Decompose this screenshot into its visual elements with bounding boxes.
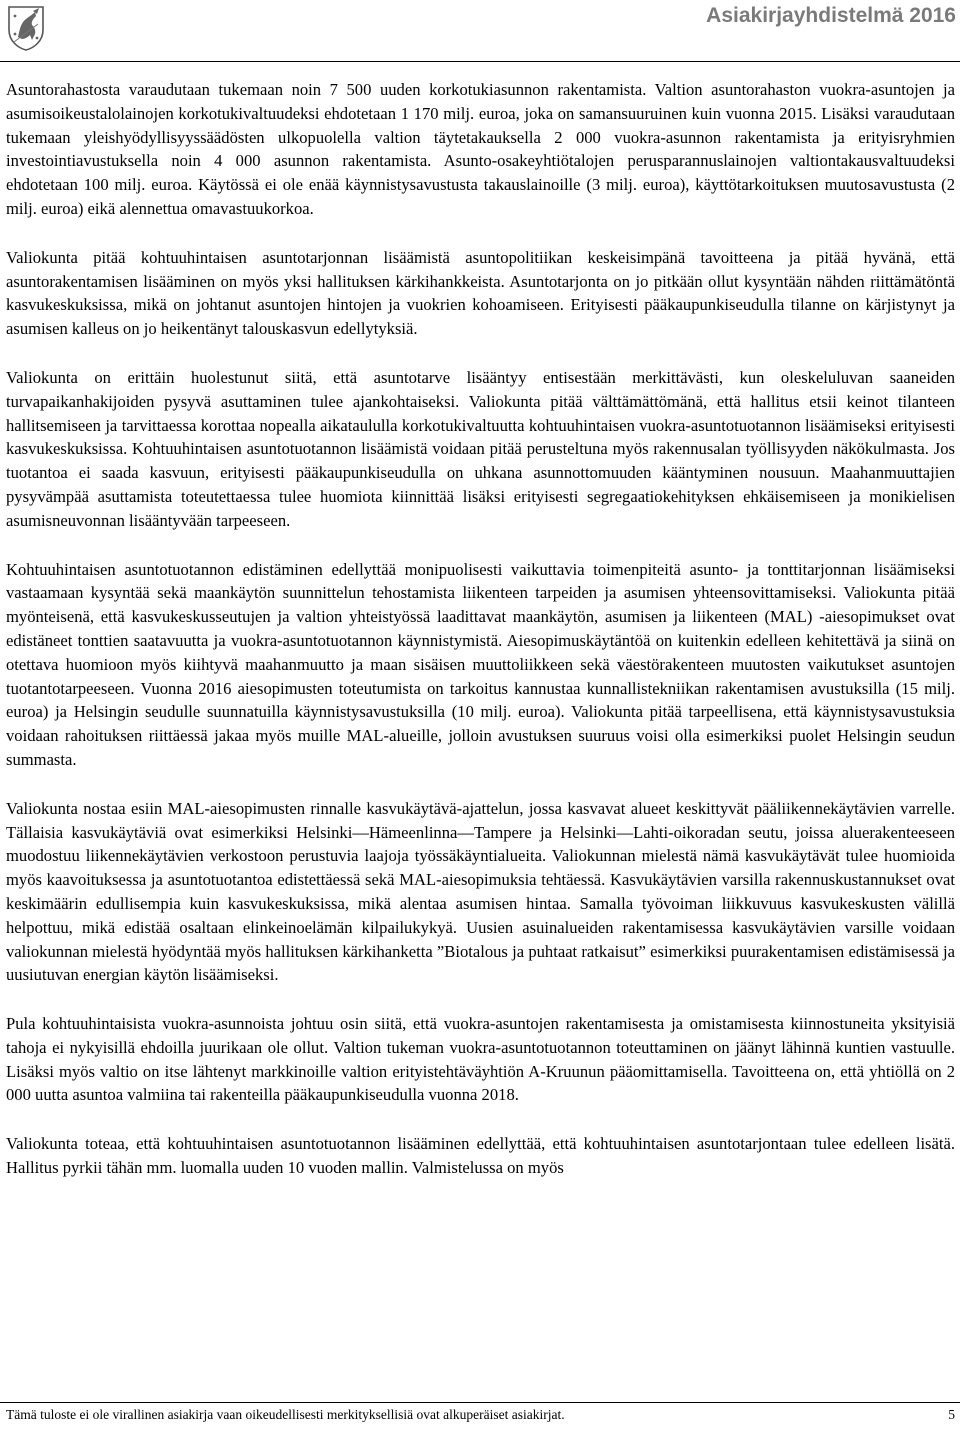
page-header (0, 0, 960, 78)
header-divider (0, 61, 960, 62)
paragraph-3: Valiokunta on erittäin huolestunut siitä, että asuntotarve lisääntyy entisestään merkittävästi, kun oleskeluluvan saaneiden turvapaikanhakijoiden pysyvä asuttaminen tulee ajankohtaiseksi. Valiokunta pitää välttämättömänä, että hallitus etsii keinot tilanteen hallitsemiseen ja tarvittaessa korottaa nopealla aikataululla korkotukivaltuutta kohtuuhintaisen vuokra-asuntotuotannon lisäämiseksi erityisesti kasvukeskuksissa. Kohtuuhintaisen asuntotuotannon lisäämistä voidaan pitää perusteltuna myös rakennusalan työllisyyden näkökulmasta. Jos tuotantoa ei saada kasvuun, erityisesti pääkaupunkiseudulla on uhkana asunnottomuuden kääntyminen nousuun. Maahanmuuttajien pysyvämpää asuttamista toteutettaessa tulee huomiota kiinnittää lisäksi erityisesti segregaatiokehityksen ehkäisemiseen ja monikielisen asumisneuvonnan lisääntyvään tarpeeseen. (6, 367, 955, 530)
paragraph-5: Valiokunta nostaa esiin MAL-aiesopimusten rinnalle kasvukäytävä-ajattelun, jossa kasvavat alueet keskittyvät pääliikennekäytävien varrelle. Tällaisia kasvukäytäviä ovat esimerkiksi Helsinki—Hämeenlinna—Tampere ja Helsinki—Lahti-oikoradan seutu, joissa aluerakenteeseen muodostuu liikennekäytävien verkostoon perustuvia laajoja työssäkäyntialueita. Valiokunnan mielestä nämä kasvukäytävät tulee huomioida myös kaavoituksessa ja asuntotuotantoa edistettäessä sekä MAL-aiesopimuksia tehtäessä. Kasvukäytävien varsilla rakennuskustannukset ovat keskimäärin edullisempia kuin kasvukeskuksissa, mikä alentaa asumisen hintaa. Samalla työvoiman liikkuvuus kasvukeskusten välillä helpottuu, mikä edistää osaltaan elinkeinoelämän kilpailukykyä. Uusien asuinalueiden rakentamisessa kasvukäytävien varsille voidaan valiokunnan mielestä hyödyntää myös hallituksen kärkihanketta ”Biotalous ja puhtaat ratkaisut” esimerkiksi puurakentamisen edistämisessä ja uusiutuvan energian käytön lisäämiseksi. (6, 798, 955, 985)
paragraph-1: Asuntorahastosta varaudutaan tukemaan noin 7 500 uuden korkotukiasunnon rakentamista. Valtion asuntorahaston vuokra-asuntojen ja asumisoikeustalolainojen korkotukivaltuudeksi ehdotetaan 1 170 milj. euroa, joka on samansuuruinen kuin vuonna 2015. Lisäksi varaudutaan tukemaan yleishyödyllisyyssäädösten ulkopuolella valtion täytetakauksella 2 000 vuokra-asunnon rakentamista ja erityisryhmien investointiavustuksella noin 4 000 asunnon rakentamista. Asunto-osakeyhtiötalojen perusparannuslainojen valtiontakausvaltuudeksi ehdotetaan 100 milj. euroa. Käytössä ei ole enää käynnistysavustusta takauslainoille (3 milj. euroa), käyttötarkoituksen muutosavustusta (2 milj. euroa) eikä alennettua omavastuukorkoa. (6, 80, 955, 218)
finnish-coat-of-arms-icon (6, 4, 46, 52)
footer-divider (0, 1402, 960, 1403)
document-title: Asiakirjayhdistelmä 2016 (706, 4, 956, 27)
page-number: 5 (948, 1407, 955, 1422)
paragraph-7: Valiokunta toteaa, että kohtuuhintaisen asuntotuotannon lisääminen edellyttää, että kohtuuhintaisen asuntotarjontaan tulee edelleen lisätä. Hallitus pyrkii tähän mm. luomalla uuden 10 vuoden mallin. Valmistelussa on myös (6, 1134, 955, 1178)
paragraph-6: Pula kohtuuhintaisista vuokra-asunnoista johtuu osin siitä, että vuokra-asuntojen rakentamisesta ja omistamisesta kiinnostuneita yksityisiä tahoja ei nykyisillä ehdoilla juurikaan ole ollut. Valtion tukeman vuokra-asuntotuotannon toteuttaminen on jäänyt lähinnä kuntien vastuulle. Lisäksi myös valtio on itse lähtenyt markkinoille valtion erityistehtäväyhtiön A-Kruunun pääomittamisella. Tavoitteena on, että yhtiöllä on 2 000 uutta asuntoa valmiina tai rakenteilla pääkaupunkiseudulla vuonna 2018. (6, 1014, 955, 1105)
paragraph-4: Kohtuuhintaisen asuntotuotannon edistäminen edellyttää monipuolisesti vaikuttavia toimenpiteitä asunto- ja tonttitarjonnan lisäämiseksi vastaamaan kysyntää sekä maankäytön suunnittelun tehostamista liikenteen tarpeiden ja asumisen yhteensovittamiseksi. Valiokunta pitää myönteisenä, että kasvukeskusseutujen ja valtion yhteistyössä laadittavat maankäytön, asumisen ja liikenteen (MAL) -aiesopimukset ovat edistäneet tonttien saatavuutta ja vuokra-asuntotuotannon käynnistymistä. Aiesopimuskäytäntöä on kuitenkin edelleen kehitettävä ja siinä on otettava huomioon myös kiihtyvä maahanmuutto ja maan sisäisen muuttoliikkeen sekä väestörakenteen muutosten vaikutukset asuntojen tuotantotarpeeseen. Vuonna 2016 aiesopimusten toteutumista on tarkoitus kannustaa kunnallistekniikan rakentamisen avustuksilla (15 milj. euroa) ja Helsingin seudulle suunnatuilla käynnistysavustuksilla (10 milj. euroa). Valiokunta pitää tarpeellisena, että käynnistysavustuksia voidaan rahoituksen riittäessä jakaa myös muille MAL-alueille, jolloin avustuksen suuruus voisi olla esimerkiksi puolet Helsingin seudun summasta. (6, 559, 955, 769)
document-body (6, 78, 955, 1205)
paragraph-2: Valiokunta pitää kohtuuhintaisen asuntotarjonnan lisäämistä asuntopolitiikan keskeisimpänä tavoitteena ja pitää hyvänä, että asuntorakentamisen lisääminen on myös yksi hallituksen kärkihankkeista. Asuntotarjonta on jo pitkään ollut kysyntään nähden riittämätöntä kasvukeskuksissa, mikä on johtanut asuntojen hintojen ja vuokrien kohoamiseen. Erityisesti pääkaupunkiseudulla tilanne on kärjistynyt ja asumisen kalleus on jo heikentänyt talouskasvun edellytyksiä. (6, 247, 955, 339)
footer-disclaimer: Tämä tuloste ei ole virallinen asiakirja vaan oikeudellisesti merkityksellisiä ovat alkuperäiset asiakirjat. (6, 1407, 565, 1422)
